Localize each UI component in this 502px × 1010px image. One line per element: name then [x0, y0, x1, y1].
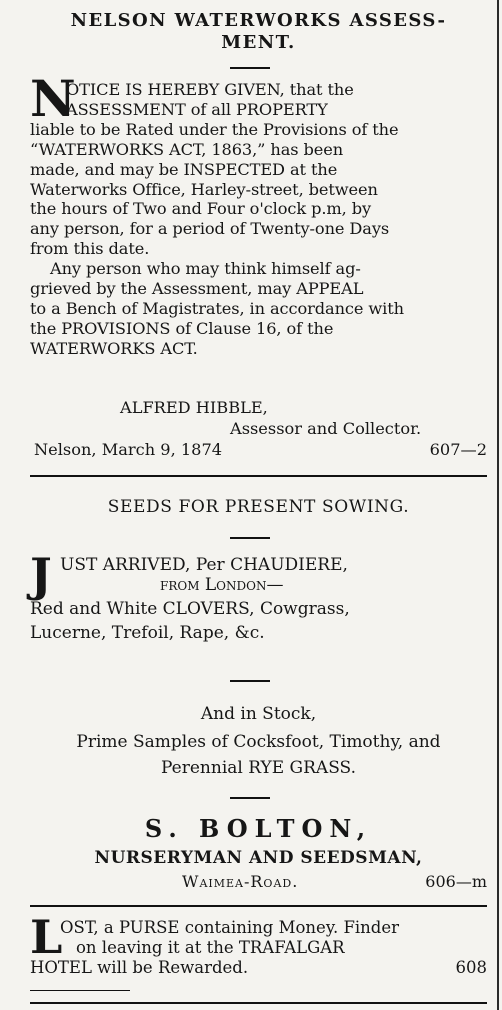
notice1-para2-line: grieved by the Assessment, may APPEAL: [30, 279, 364, 299]
notice1-line: OTICE IS HEREBY GIVEN, that the: [66, 80, 354, 99]
notice1-para2-line: Any person who may think himself ag-: [50, 259, 361, 279]
notice1-drop-cap: N: [30, 69, 76, 128]
divider: [230, 680, 270, 682]
section-divider: [30, 905, 487, 907]
notice2-name: S. BOLTON,: [144, 814, 373, 843]
notice1-signer-title: Assessor and Collector.: [230, 419, 422, 438]
notice1-line: made, and may be INSPECTED at the: [30, 159, 338, 179]
notice2-title: SEEDS FOR PRESENT SOWING.: [107, 497, 410, 517]
notice1-para2-line: the PROVISIONS of Clause 16, of the: [30, 318, 334, 338]
partial-rule: [30, 990, 130, 991]
notice3-body: [30, 910, 487, 978]
section-divider: [30, 475, 487, 477]
notice2-stock-line1: Prime Samples of Cocksfoot, Timothy, and: [76, 732, 441, 752]
notice2-line3: Red and White CLOVERS, Cowgrass,: [30, 598, 350, 619]
notice1-line: Waterworks Office, Harley-street, between: [30, 179, 378, 199]
notice2-body: [30, 548, 487, 644]
notice2-line4: Lucerne, Trefoil, Rape, &c.: [30, 622, 265, 643]
notice2-dropcap-block: [30, 548, 487, 602]
notice3-drop-cap: L: [30, 910, 63, 964]
section-divider: [30, 1002, 487, 1004]
notice1-title-line2: MENT.: [221, 32, 296, 53]
notice1-footer: [30, 440, 487, 460]
notice2-stock-line2: Perennial RYE GRASS.: [161, 758, 356, 778]
notice2-stock-title: And in Stock,: [200, 704, 317, 724]
notice1-place-date: Nelson, March 9, 1874: [34, 440, 223, 459]
notice2-address: Waimea-Road.: [182, 872, 299, 891]
notice1-para2-line: to a Bench of Magistrates, in accordance with: [30, 298, 404, 318]
notice2-ref: 606—m: [425, 872, 487, 891]
divider: [230, 537, 270, 539]
notice1-body: [30, 69, 487, 359]
notice1-line: any person, for a period of Twenty-one Days: [30, 219, 390, 239]
notice3-ref: 608: [455, 957, 487, 977]
divider: [230, 67, 270, 69]
notice2-line1: UST ARRIVED, Per CHAUDIERE,: [60, 555, 348, 575]
notice3-footer: [30, 958, 487, 978]
column-rule: [497, 0, 499, 1010]
notice1-line: the hours of Two and Four o'clock p.m, by: [30, 199, 372, 219]
notice3-line2: on leaving it at the TRAFALGAR: [76, 937, 345, 957]
notice1-title: [30, 10, 487, 54]
notice1-title-line1: NELSON WATERWORKS ASSESS-: [70, 10, 447, 31]
notice1-signer-name: ALFRED HIBBLE,: [120, 398, 268, 417]
notice3-dropcap-block: [30, 910, 487, 964]
notice1-line: “WATERWORKS ACT, 1863,” has been: [30, 139, 344, 159]
divider: [230, 797, 270, 799]
notice3-line3: HOTEL will be Rewarded.: [30, 957, 249, 977]
notice1-line: ASSESSMENT of all PROPERTY: [66, 99, 328, 119]
notice3-line1: OST, a PURSE containing Money. Finder: [60, 918, 400, 937]
notice1-line: liable to be Rated under the Provisions of the: [30, 119, 399, 139]
notice2-line2: from London—: [160, 574, 284, 595]
notice1-line: from this date.: [30, 239, 150, 259]
notice2-footer: [30, 872, 487, 892]
notice1-ref: 607—2: [429, 440, 487, 459]
notice1-dropcap-block: [30, 69, 487, 128]
notice2-trade: NURSERYMAN AND SEEDSMAN,: [94, 848, 423, 868]
notice2-drop-cap: J: [30, 548, 52, 602]
notice1-para2-line: WATERWORKS ACT.: [30, 338, 198, 358]
